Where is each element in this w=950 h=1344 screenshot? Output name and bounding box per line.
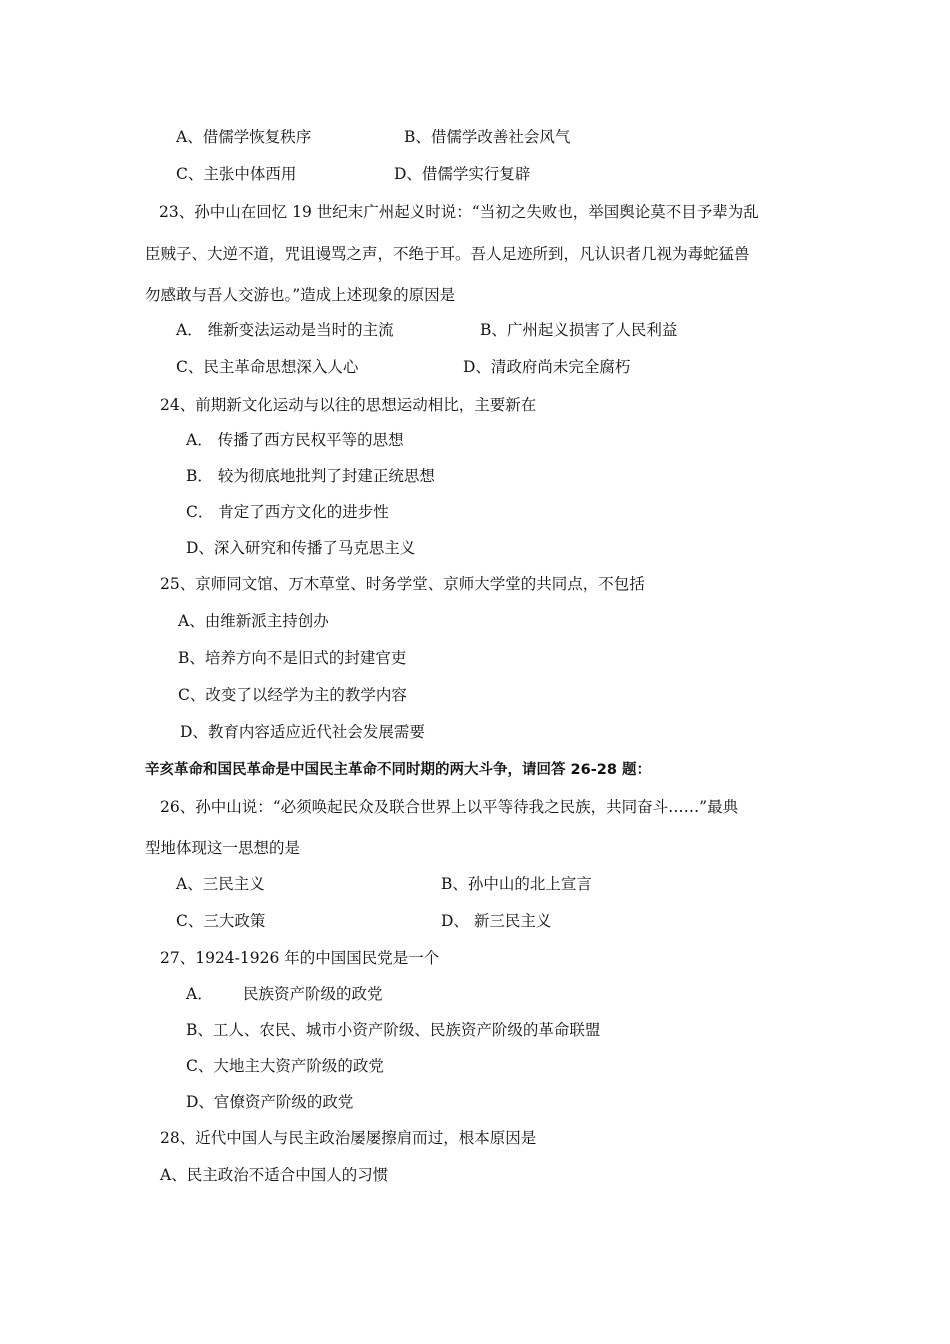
- q27-option-c: C、大地主大资产阶级的政党: [186, 1057, 384, 1075]
- q25-option-a: A、由维新派主持创办: [178, 612, 329, 630]
- q24-stem: 24、前期新文化运动与以往的思想运动相比，主要新在: [160, 396, 537, 414]
- q23-stem-line-1: 23、孙中山在回忆 19 世纪末广州起义时说：“当初之失败也，举国舆论莫不目予辈为乱: [159, 203, 759, 221]
- q26-option-a: A、三民主义: [176, 875, 265, 893]
- q26-option-c: C、三大政策: [176, 912, 266, 930]
- q23-stem-line-3: 勿感敢与吾人交游也。”造成上述现象的原因是: [145, 286, 456, 304]
- q28-stem: 28、近代中国人与民主政治屡屡擦肩而过，根本原因是: [160, 1129, 537, 1147]
- q22-option-a: A、借儒学恢复秩序: [176, 128, 312, 146]
- q22-option-c: C、主张中体西用: [176, 165, 297, 183]
- q28-option-a: A、民主政治不适合中国人的习惯: [160, 1166, 389, 1184]
- q23-stem-line-2: 臣贼子、大逆不道，咒诅谩骂之声，不绝于耳。吾人足迹所到，凡认识者几视为毒蛇猛兽: [145, 245, 750, 263]
- q23-option-b: B、广州起义损害了人民利益: [480, 321, 678, 339]
- q27-option-a-letter: A．: [186, 985, 213, 1003]
- q27-stem: 27、1924-1926 年的中国国民党是一个: [160, 949, 440, 967]
- q25-option-b: B、培养方向不是旧式的封建官吏: [178, 649, 407, 667]
- q24-option-b: B． 较为彻底地批判了封建正统思想: [186, 467, 435, 485]
- q25-option-d: D、教育内容适应近代社会发展需要: [180, 723, 425, 741]
- q23-option-d: D、清政府尚未完全腐朽: [463, 358, 631, 376]
- q26-stem-line-1: 26、孙中山说：“必须唤起民众及联合世界上以平等待我之民族，共同奋斗……”最典: [160, 798, 739, 816]
- q27-option-a-text: 民族资产阶级的政党: [243, 985, 383, 1003]
- q24-option-a: A． 传播了西方民权平等的思想: [186, 431, 404, 449]
- q26-option-d: D、 新三民主义: [441, 912, 552, 930]
- q23-option-a: A． 维新变法运动是当时的主流: [176, 321, 394, 339]
- q22-option-b: B、借儒学改善社会风气: [404, 128, 571, 146]
- q23-option-c: C、民主革命思想深入人心: [176, 358, 359, 376]
- q26-stem-line-2: 型地体现这一思想的是: [145, 839, 301, 857]
- q26-option-b: B、孙中山的北上宣言: [441, 875, 592, 893]
- q24-option-c: C． 肯定了西方文化的进步性: [186, 503, 389, 521]
- q24-option-d: D、深入研究和传播了马克思主义: [186, 539, 416, 557]
- q27-option-b: B、工人、农民、城市小资产阶级、民族资产阶级的革命联盟: [186, 1021, 601, 1039]
- q22-option-d: D、借儒学实行复辟: [394, 165, 531, 183]
- q27-option-d: D、官僚资产阶级的政党: [186, 1093, 354, 1111]
- q25-stem: 25、京师同文馆、万木草堂、时务学堂、京师大学堂的共同点，不包括: [160, 575, 645, 593]
- section-heading: 辛亥革命和国民革命是中国民主革命不同时期的两大斗争，请回答 26-28 题：: [145, 762, 651, 778]
- q25-option-c: C、改变了以经学为主的教学内容: [178, 686, 407, 704]
